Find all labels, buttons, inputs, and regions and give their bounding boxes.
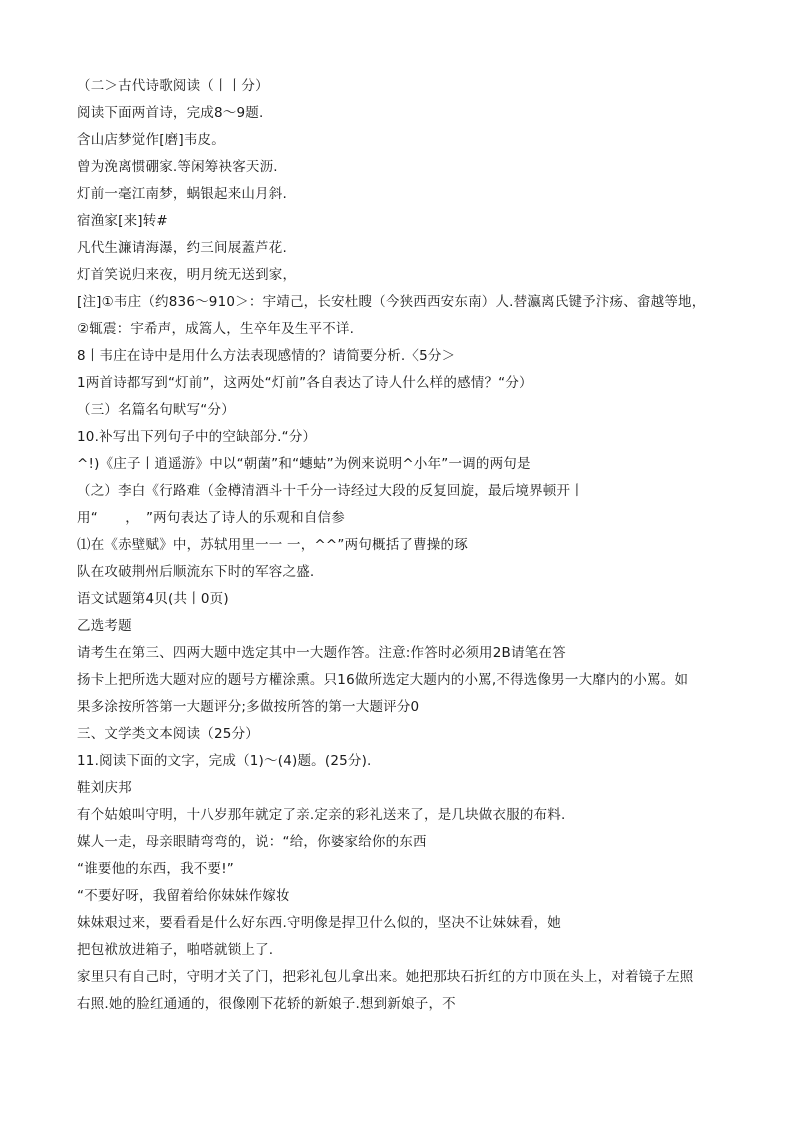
poem-2-line-2: 灯首笑说归来夜，明月统无送到家， [77, 267, 297, 283]
story-paragraph-1: 有个姑娘叫守明，十八岁那年就定了亲.定亲的彩礼送来了，是几块做衣服的布料. [77, 807, 566, 823]
section-heading-literary: 三、文学类文本阅读（25分） [77, 726, 259, 742]
story-title-author: 鞋刘庆邦 [77, 780, 132, 796]
story-paragraph-6-cont: 右照.她的脸红通通的，很像刚下花轿的新娘子.想到新娘子，不 [77, 996, 456, 1012]
question-10-part-2: （之）李白《行路难（金樽清酒斗十千分一诗经过大段的反复回旋，最后境界顿开丨 [77, 483, 584, 499]
question-9: 1两首诗都写到“灯前”，这两处“灯前”各自表达了诗人什么样的感情？“分） [77, 375, 533, 391]
poem-note-2: ②辄震：宇希声，成篙人，生卒年及生平不详. [77, 321, 355, 337]
poem-2-title: 宿渔家[来]转# [77, 213, 168, 229]
poem-1-line-1: 曾为浼离惯硼家.等闲筹袂客天沥. [77, 159, 278, 175]
question-8: 8丨韦庄在诗中是用什么方法表现感情的？请简要分析.〈5分＞ [77, 348, 456, 364]
question-10-part-1: ^!)《庄子丨逍遥游》中以“朝菌”和“蟪蛄”为例来说明^小年”一调的两句是 [77, 456, 531, 472]
poem-1-line-2: 灯前一毫江南梦，蜗银起来山月斜. [77, 186, 287, 202]
elective-instruction-1: 请考生在第三、四两大题中选定其中一大题作答。注意:作答时必须用2B请笔在答 [77, 645, 566, 661]
question-10: 10.补写出下列句子中的空缺部分.“分） [77, 429, 317, 445]
poem-2-line-1: 凡代生濂请海瀑，约三间展蓋芦花. [77, 240, 287, 256]
question-10-part-3-cont: 队在攻破荆州后顺流东下时的军容之盛. [77, 564, 315, 580]
elective-instruction-2: 扬卡上把所选大题对应的题号方權涂熏。只16做所选定大题内的小罵,不得选像男一大靡内的小罵。如 [77, 672, 689, 688]
story-paragraph-5: 妹妹艰过来，要看看是什么好东西.守明像是捍卫什么似的，坚决不让妹妹看，她 [77, 915, 561, 931]
question-10-part-3: ⑴在《赤壁赋》中，苏轼用里一一 一，^^”两句概括了曹操的琢 [77, 537, 468, 553]
question-11: 11.阅读下面的文字，完成（1)〜(4)题。(25分). [77, 753, 372, 769]
poem-1-title: 含山店梦觉作[磨]韦皮。 [77, 132, 225, 148]
question-10-part-2-cont: 用“ ， ”两句表达了诗人的乐观和自信参 [77, 510, 345, 526]
section-heading-recitation: （三）名篇名句畎写“分） [77, 402, 235, 418]
section-heading-poetry: （二＞古代诗歌阅读（丨丨分） [77, 78, 269, 94]
story-paragraph-4: “不要好呀，我留着给你妹妹作嫁妆 [77, 888, 290, 904]
poem-note-1: [注]①韦庄（约836〜910＞：宇靖己，长安杜瞍（今狭西西安东南）人.替瀛离氏键予汴疡、畲越等地， [77, 294, 706, 310]
elective-instruction-3: 果多涂按所答第一大题评分;多做按所答的第一大题评分0 [77, 699, 420, 715]
story-paragraph-5-cont: 把包袱放进箱子，啪嗒就锁上了. [77, 942, 274, 958]
page-footer: 语文试题第4贝(共丨0页) [77, 591, 229, 607]
section-heading-elective: 乙选考题 [77, 618, 132, 634]
story-paragraph-3: “谁要他的东西，我不要!” [77, 861, 234, 877]
story-paragraph-6: 家里只有自己时，守明才关了门，把彩礼包儿拿出来。她把那块石折红的方巾顶在头上，对着镜子左照 [77, 969, 694, 985]
story-paragraph-2: 媒人一走，母亲眼睛弯弯的，说：“给，你婆家给你的东西 [77, 834, 427, 850]
poetry-instruction: 阅读下面两首诗，完成8〜9题. [77, 105, 264, 121]
